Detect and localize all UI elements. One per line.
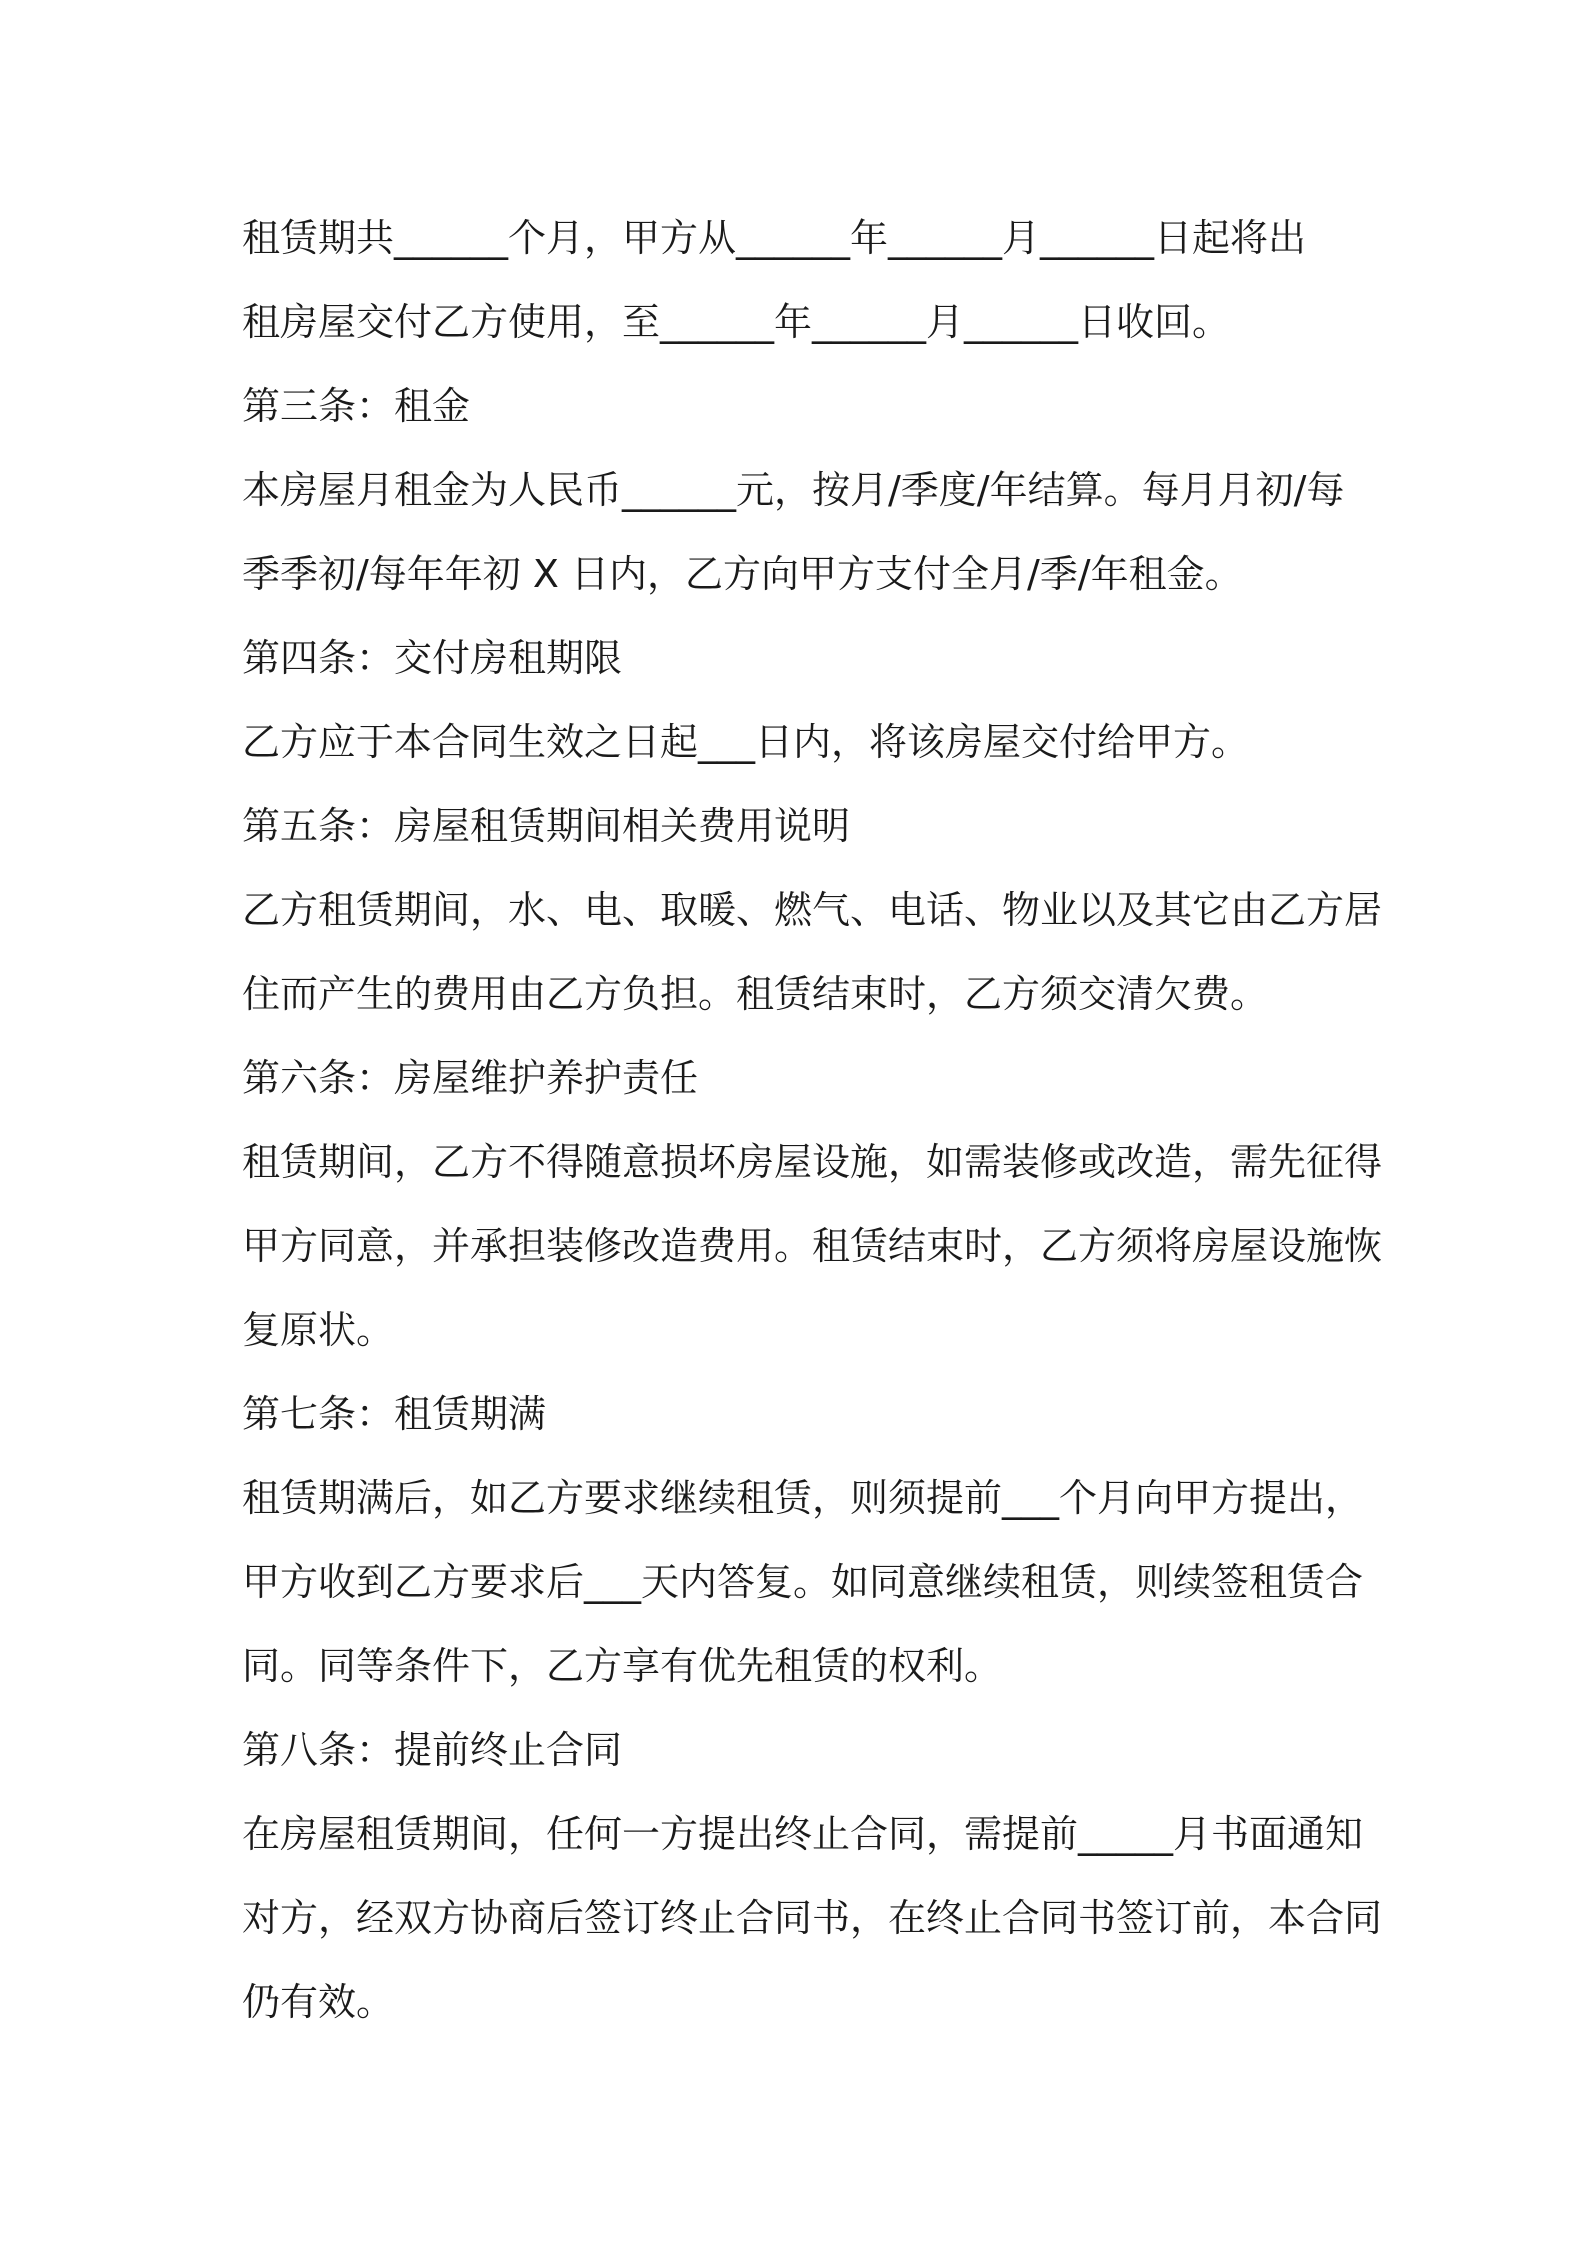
article-8-heading: 第八条：提前终止合同 [242, 1728, 623, 1772]
article-7-text-line-2: 甲方收到乙方要求后___天内答复。如同意继续租赁，则续签租赁合 [242, 1560, 1364, 1604]
document-body [242, 196, 1383, 2044]
article-3-heading: 第三条：租金 [242, 384, 471, 428]
article-8-text-line-2: 对方，经双方协商后签订终止合同书，在终止合同书签订前，本合同 [242, 1896, 1383, 1940]
article-3-text-line-1: 本房屋月租金为人民币______元，按月/季度/年结算。每月月初/每 [242, 468, 1345, 512]
article-7-text-line-1: 租赁期满后，如乙方要求继续租赁，则须提前___个月向甲方提出， [242, 1476, 1364, 1520]
article-5-heading: 第五条：房屋租赁期间相关费用说明 [242, 804, 851, 848]
lease-term-line-2: 租房屋交付乙方使用，至______年______月______日收回。 [242, 300, 1231, 344]
article-5-text-line-2: 住而产生的费用由乙方负担。租赁结束时，乙方须交清欠费。 [242, 972, 1269, 1016]
article-4-heading: 第四条：交付房租期限 [242, 636, 623, 680]
article-8-text-line-1: 在房屋租赁期间，任何一方提出终止合同，需提前_____月书面通知 [242, 1812, 1364, 1856]
article-6-text-line-3: 复原状。 [242, 1308, 395, 1352]
article-8-text-line-3: 仍有效。 [242, 1980, 395, 2024]
article-6-heading: 第六条：房屋维护养护责任 [242, 1056, 699, 1100]
lease-term-line-1: 租赁期共______个月，甲方从______年______月______日起将出 [242, 216, 1307, 260]
article-7-text-line-3: 同。同等条件下，乙方享有优先租赁的权利。 [242, 1644, 1003, 1688]
article-6-text-line-1: 租赁期间，乙方不得随意损坏房屋设施，如需装修或改造，需先征得 [242, 1140, 1383, 1184]
article-7-heading: 第七条：租赁期满 [242, 1392, 547, 1436]
article-5-text-line-1: 乙方租赁期间，水、电、取暖、燃气、电话、物业以及其它由乙方居 [242, 888, 1383, 932]
article-6-text-line-2: 甲方同意，并承担装修改造费用。租赁结束时，乙方须将房屋设施恢 [242, 1224, 1383, 1268]
article-4-text-line-1: 乙方应于本合同生效之日起___日内，将该房屋交付给甲方。 [242, 720, 1250, 764]
article-3-text-line-2: 季季初/每年年初 X 日内，乙方向甲方支付全月/季/年租金。 [242, 552, 1243, 596]
